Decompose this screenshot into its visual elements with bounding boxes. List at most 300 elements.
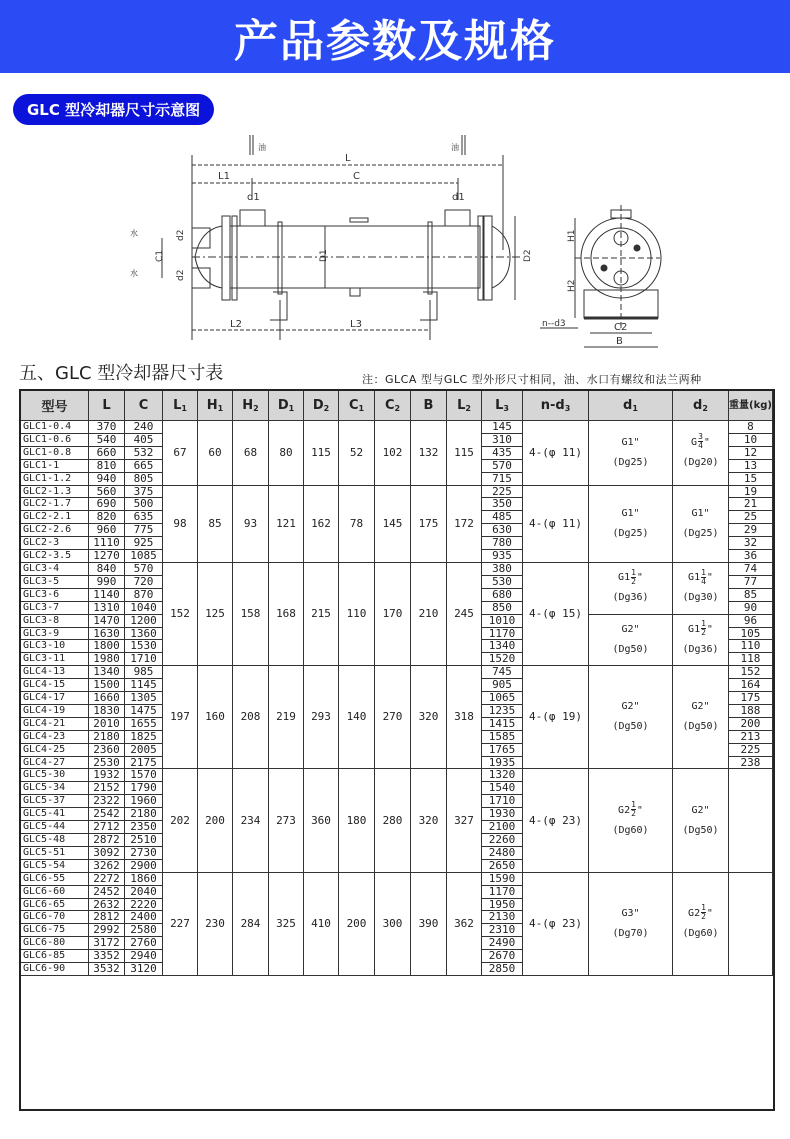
- cell-model: GLC5-37: [21, 795, 89, 808]
- cell-L: 2632: [89, 898, 125, 911]
- cell-L: 1140: [89, 588, 125, 601]
- cell-L3: 1170: [482, 885, 523, 898]
- cell-C: 2900: [125, 859, 163, 872]
- cell-model: GLC2-3: [21, 537, 89, 550]
- cell-H1: 200: [198, 769, 233, 872]
- cell-L: 1630: [89, 627, 125, 640]
- cell-C: 1710: [125, 653, 163, 666]
- cell-weight: 200: [729, 717, 773, 730]
- cell-L: 690: [89, 498, 125, 511]
- thread-size: G2": [691, 701, 710, 713]
- cell-H1: 160: [198, 666, 233, 769]
- cell-C: 1145: [125, 679, 163, 692]
- cell-C: 1475: [125, 704, 163, 717]
- cell-C: 2580: [125, 924, 163, 937]
- cell-weight: 110: [729, 640, 773, 653]
- diagram-section-label: GLC 型冷却器尺寸示意图: [13, 94, 214, 125]
- cell-n-d3: 4-(φ 19): [523, 666, 589, 769]
- cell-C: 405: [125, 433, 163, 446]
- table-title: 五、GLC 型冷却器尺寸表: [19, 363, 224, 384]
- cell-L3: 1585: [482, 730, 523, 743]
- cell-weight: 90: [729, 601, 773, 614]
- cell-d2: [673, 485, 729, 562]
- cell-L1: 152: [163, 562, 198, 665]
- svg-text:B: B: [616, 336, 623, 347]
- cell-L: 840: [89, 562, 125, 575]
- cell-C1: 200: [339, 872, 375, 975]
- cell-model: GLC3-11: [21, 653, 89, 666]
- table-row: [21, 485, 773, 498]
- cell-L1: 98: [163, 485, 198, 562]
- cell-weight: 29: [729, 524, 773, 537]
- cell-D1: 219: [269, 666, 304, 769]
- cell-H2: 68: [233, 421, 269, 486]
- cell-L: 1660: [89, 692, 125, 705]
- cell-C: 500: [125, 498, 163, 511]
- svg-text:d2: d2: [176, 229, 186, 241]
- dg-size: (Dg50): [682, 721, 719, 733]
- cell-L3: 1540: [482, 782, 523, 795]
- cell-model: GLC3-5: [21, 575, 89, 588]
- cell-H1: 60: [198, 421, 233, 486]
- cell-L2: 245: [447, 562, 482, 665]
- cell-L: 3532: [89, 963, 125, 976]
- cell-model: GLC3-7: [21, 601, 89, 614]
- cell-weight: 238: [729, 756, 773, 769]
- cell-L: 3352: [89, 950, 125, 963]
- dg-size: (Dg60): [612, 824, 649, 836]
- cell-L: 1270: [89, 550, 125, 563]
- cell-d2: [673, 421, 729, 486]
- cell-H1: 230: [198, 872, 233, 975]
- cell-C: 1655: [125, 717, 163, 730]
- cell-D2: 215: [304, 562, 339, 665]
- cell-L: 2712: [89, 821, 125, 834]
- svg-text:D1: D1: [319, 249, 329, 262]
- cell-L3: 715: [482, 472, 523, 485]
- cell-weight: 12: [729, 446, 773, 459]
- thread-size: G2": [621, 701, 640, 713]
- thread-size: G1": [621, 507, 640, 519]
- cell-B: 210: [411, 562, 447, 665]
- thread-size: G1": [621, 436, 640, 448]
- thread-size: G2 $\frac{1}{2}$ ": [618, 800, 643, 819]
- cell-C: 635: [125, 511, 163, 524]
- cell-D2: 360: [304, 769, 339, 872]
- cell-C: 775: [125, 524, 163, 537]
- cell-C: 2400: [125, 911, 163, 924]
- dg-size: (Dg20): [682, 456, 719, 468]
- cell-L: 990: [89, 575, 125, 588]
- svg-text:L1: L1: [218, 171, 230, 182]
- cell-C: 2175: [125, 756, 163, 769]
- cell-C1: 78: [339, 485, 375, 562]
- cell-weight: 74: [729, 562, 773, 575]
- cell-L: 2010: [89, 717, 125, 730]
- cell-L: 2180: [89, 730, 125, 743]
- cell-C: 375: [125, 485, 163, 498]
- cell-C1: 180: [339, 769, 375, 872]
- header-L3: $L_3$: [482, 391, 523, 421]
- cell-model: GLC4-19: [21, 704, 89, 717]
- cell-model: GLC4-21: [21, 717, 89, 730]
- cell-B: 320: [411, 769, 447, 872]
- cell-L3: 1710: [482, 795, 523, 808]
- cell-model: GLC3-9: [21, 627, 89, 640]
- svg-text:C2: C2: [614, 322, 628, 333]
- cell-L: 1110: [89, 537, 125, 550]
- cell-C2: 300: [375, 872, 411, 975]
- cell-weight: 19: [729, 485, 773, 498]
- cell-D2: 293: [304, 666, 339, 769]
- cell-L1: 202: [163, 769, 198, 872]
- cell-C: 2350: [125, 821, 163, 834]
- cell-C: 2040: [125, 885, 163, 898]
- cell-L: 960: [89, 524, 125, 537]
- thread-size: G2": [691, 804, 710, 816]
- cell-B: 132: [411, 421, 447, 486]
- cell-C: 570: [125, 562, 163, 575]
- cell-L: 540: [89, 433, 125, 446]
- cell-L: 1830: [89, 704, 125, 717]
- cell-L3: 1590: [482, 872, 523, 885]
- header-weight: 重量(kg): [729, 391, 773, 421]
- cell-L: 560: [89, 485, 125, 498]
- table-row: [21, 872, 773, 885]
- cell-L3: 2480: [482, 846, 523, 859]
- cell-model: GLC5-44: [21, 821, 89, 834]
- cell-model: GLC4-25: [21, 743, 89, 756]
- cell-C: 2220: [125, 898, 163, 911]
- cell-model: GLC6-75: [21, 924, 89, 937]
- cell-L3: 2310: [482, 924, 523, 937]
- cell-model: GLC4-13: [21, 666, 89, 679]
- cell-C: 720: [125, 575, 163, 588]
- cell-H2: 234: [233, 769, 269, 872]
- cell-model: GLC1-0.6: [21, 433, 89, 446]
- dg-size: (Dg60): [682, 927, 719, 939]
- cell-L2: 318: [447, 666, 482, 769]
- dg-size: (Dg25): [682, 527, 719, 539]
- cell-L: 1800: [89, 640, 125, 653]
- header-H1: $H_1$: [198, 391, 233, 421]
- cell-C: 1305: [125, 692, 163, 705]
- cell-weight: 152: [729, 666, 773, 679]
- cell-n-d3: 4-(φ 23): [523, 872, 589, 975]
- cell-weight: 15: [729, 472, 773, 485]
- cell-L3: 2260: [482, 834, 523, 847]
- cell-L: 2872: [89, 834, 125, 847]
- cell-D1: 273: [269, 769, 304, 872]
- svg-text:d1: d1: [452, 192, 465, 203]
- cell-L3: 935: [482, 550, 523, 563]
- cell-weight: 105: [729, 627, 773, 640]
- table-row: [21, 769, 773, 782]
- cell-L: 2272: [89, 872, 125, 885]
- cell-L: 2812: [89, 911, 125, 924]
- header-L1: $L_1$: [163, 391, 198, 421]
- header-C1: $C_1$: [339, 391, 375, 421]
- header-B: B: [411, 391, 447, 421]
- cell-L3: 145: [482, 421, 523, 434]
- cell-model: GLC2-1.3: [21, 485, 89, 498]
- cell-weight: 164: [729, 679, 773, 692]
- cell-C: 1200: [125, 614, 163, 627]
- cell-L: 820: [89, 511, 125, 524]
- cell-C2: 145: [375, 485, 411, 562]
- cell-L: 1980: [89, 653, 125, 666]
- cell-model: GLC4-27: [21, 756, 89, 769]
- cell-model: GLC1-1.2: [21, 472, 89, 485]
- svg-text:油: 油: [451, 143, 459, 152]
- svg-text:D2: D2: [523, 249, 533, 262]
- cell-weight: 225: [729, 743, 773, 756]
- table-note: 注：GLCA 型与GLC 型外形尺寸相同，油、水口有螺纹和法兰两种: [362, 373, 702, 386]
- cell-weight: 10: [729, 433, 773, 446]
- cell-model: GLC6-55: [21, 872, 89, 885]
- cell-L3: 1415: [482, 717, 523, 730]
- header-D2: $D_2$: [304, 391, 339, 421]
- cell-L: 1340: [89, 666, 125, 679]
- cell-D1: 168: [269, 562, 304, 665]
- cell-L3: 780: [482, 537, 523, 550]
- cell-model: GLC5-48: [21, 834, 89, 847]
- cell-L3: 905: [482, 679, 523, 692]
- cell-L3: 850: [482, 601, 523, 614]
- cell-L2: 362: [447, 872, 482, 975]
- cell-L3: 1170: [482, 627, 523, 640]
- cell-L3: 1950: [482, 898, 523, 911]
- cell-C: 985: [125, 666, 163, 679]
- dg-size: (Dg30): [682, 592, 719, 604]
- cell-H2: 284: [233, 872, 269, 975]
- dg-size: (Dg50): [612, 721, 649, 733]
- cell-d1: [589, 769, 673, 872]
- cell-C: 1860: [125, 872, 163, 885]
- header-d1: $d_1$: [589, 391, 673, 421]
- cell-C: 1825: [125, 730, 163, 743]
- cell-model: GLC4-15: [21, 679, 89, 692]
- dg-size: (Dg25): [612, 456, 649, 468]
- cell-L: 810: [89, 459, 125, 472]
- svg-text:d2: d2: [176, 269, 186, 281]
- svg-text:n--d3: n--d3: [542, 319, 566, 329]
- cell-weight: [729, 769, 773, 872]
- cell-C2: 270: [375, 666, 411, 769]
- cell-L: 2992: [89, 924, 125, 937]
- cell-model: GLC1-1: [21, 459, 89, 472]
- cell-L3: 1065: [482, 692, 523, 705]
- cell-L2: 172: [447, 485, 482, 562]
- cell-D2: 115: [304, 421, 339, 486]
- header-D1: $D_1$: [269, 391, 304, 421]
- cell-C: 805: [125, 472, 163, 485]
- cell-L3: 485: [482, 511, 523, 524]
- cell-L3: 310: [482, 433, 523, 446]
- header-C2: $C_2$: [375, 391, 411, 421]
- cell-d1: [589, 872, 673, 975]
- cell-d2: [673, 614, 729, 666]
- cell-L3: 2130: [482, 911, 523, 924]
- svg-text:L3: L3: [350, 319, 362, 330]
- cell-C: 1040: [125, 601, 163, 614]
- cell-C: 3120: [125, 963, 163, 976]
- table-row: [21, 562, 773, 575]
- cell-d1: [589, 562, 673, 614]
- cell-C: 1085: [125, 550, 163, 563]
- cell-C: 870: [125, 588, 163, 601]
- cell-H2: 93: [233, 485, 269, 562]
- cell-L3: 1935: [482, 756, 523, 769]
- header-d2: $d_2$: [673, 391, 729, 421]
- cooler-dimension-diagram: [100, 130, 720, 355]
- cell-model: GLC6-85: [21, 950, 89, 963]
- cell-L3: 1765: [482, 743, 523, 756]
- cell-D1: 325: [269, 872, 304, 975]
- cell-weight: 36: [729, 550, 773, 563]
- cell-model: GLC6-60: [21, 885, 89, 898]
- cell-C: 240: [125, 421, 163, 434]
- cell-n-d3: 4-(φ 15): [523, 562, 589, 665]
- cell-weight: 175: [729, 692, 773, 705]
- cell-weight: 118: [729, 653, 773, 666]
- cell-C: 2940: [125, 950, 163, 963]
- header-n-d3: $n-d_3$: [523, 391, 589, 421]
- cell-L3: 2100: [482, 821, 523, 834]
- page-title: 产品参数及规格: [234, 15, 556, 67]
- cell-L2: 327: [447, 769, 482, 872]
- svg-text:L2: L2: [230, 319, 242, 330]
- cell-L: 2542: [89, 808, 125, 821]
- cell-H1: 125: [198, 562, 233, 665]
- cell-C2: 102: [375, 421, 411, 486]
- cell-model: GLC1-0.8: [21, 446, 89, 459]
- cell-d1: [589, 614, 673, 666]
- cell-L: 3092: [89, 846, 125, 859]
- svg-text:C1: C1: [155, 249, 165, 262]
- cell-L3: 1010: [482, 614, 523, 627]
- thread-size: G1 $\frac{1}{4}$ ": [688, 567, 713, 586]
- cell-L: 3172: [89, 937, 125, 950]
- svg-text:水: 水: [130, 269, 138, 278]
- cell-model: GLC3-4: [21, 562, 89, 575]
- thread-size: G2": [621, 623, 640, 635]
- thread-size: G1 $\frac{1}{2}$ ": [688, 619, 713, 638]
- cell-weight: [729, 872, 773, 975]
- table-row: [21, 421, 773, 434]
- cell-model: GLC5-30: [21, 769, 89, 782]
- cell-n-d3: 4-(φ 11): [523, 421, 589, 486]
- svg-text:H2: H2: [567, 279, 577, 292]
- cell-d1: [589, 485, 673, 562]
- cell-weight: 85: [729, 588, 773, 601]
- cell-L: 2360: [89, 743, 125, 756]
- cell-L: 1932: [89, 769, 125, 782]
- cell-d1: [589, 421, 673, 486]
- cell-d1: [589, 666, 673, 769]
- cell-L: 660: [89, 446, 125, 459]
- cell-n-d3: 4-(φ 23): [523, 769, 589, 872]
- cell-model: GLC5-51: [21, 846, 89, 859]
- cell-L1: 227: [163, 872, 198, 975]
- cell-L3: 630: [482, 524, 523, 537]
- dimension-table: [20, 390, 773, 976]
- cell-L: 940: [89, 472, 125, 485]
- cell-L3: 1320: [482, 769, 523, 782]
- cell-L1: 67: [163, 421, 198, 486]
- cell-model: GLC6-70: [21, 911, 89, 924]
- cell-model: GLC4-17: [21, 692, 89, 705]
- svg-text:C: C: [353, 171, 360, 182]
- cell-weight: 8: [729, 421, 773, 434]
- cell-model: GLC3-8: [21, 614, 89, 627]
- cell-C: 925: [125, 537, 163, 550]
- cell-L3: 745: [482, 666, 523, 679]
- cell-L3: 380: [482, 562, 523, 575]
- cell-L3: 225: [482, 485, 523, 498]
- cell-model: GLC2-1.7: [21, 498, 89, 511]
- cell-L3: 2670: [482, 950, 523, 963]
- cell-model: GLC2-2.6: [21, 524, 89, 537]
- cell-C: 2760: [125, 937, 163, 950]
- cell-C: 2510: [125, 834, 163, 847]
- cell-L3: 2490: [482, 937, 523, 950]
- header-model: 型号: [21, 391, 89, 421]
- cell-C: 2180: [125, 808, 163, 821]
- cell-C: 1360: [125, 627, 163, 640]
- cell-B: 175: [411, 485, 447, 562]
- cell-D2: 410: [304, 872, 339, 975]
- svg-text:d1: d1: [247, 192, 260, 203]
- dg-size: (Dg36): [682, 643, 719, 655]
- cell-L: 2452: [89, 885, 125, 898]
- cell-L3: 1235: [482, 704, 523, 717]
- cell-weight: 213: [729, 730, 773, 743]
- cell-L3: 1930: [482, 808, 523, 821]
- cell-L: 3262: [89, 859, 125, 872]
- cell-L: 370: [89, 421, 125, 434]
- cell-B: 320: [411, 666, 447, 769]
- cell-L3: 2850: [482, 963, 523, 976]
- cell-C: 2005: [125, 743, 163, 756]
- cell-C1: 52: [339, 421, 375, 486]
- cell-C: 532: [125, 446, 163, 459]
- table-row: [21, 666, 773, 679]
- cell-C: 665: [125, 459, 163, 472]
- page-banner: [0, 0, 790, 73]
- cell-L: 2322: [89, 795, 125, 808]
- cell-C: 1960: [125, 795, 163, 808]
- cell-model: GLC6-65: [21, 898, 89, 911]
- cell-L3: 570: [482, 459, 523, 472]
- svg-text:油: 油: [258, 143, 266, 152]
- cell-model: GLC2-2.1: [21, 511, 89, 524]
- dg-size: (Dg36): [612, 592, 649, 604]
- cell-L: 1310: [89, 601, 125, 614]
- cell-H1: 85: [198, 485, 233, 562]
- cell-D1: 121: [269, 485, 304, 562]
- cell-weight: 77: [729, 575, 773, 588]
- cell-L3: 530: [482, 575, 523, 588]
- cell-model: GLC6-80: [21, 937, 89, 950]
- cell-H2: 158: [233, 562, 269, 665]
- cell-weight: 96: [729, 614, 773, 627]
- label-L: L: [345, 153, 351, 164]
- cell-L3: 2650: [482, 859, 523, 872]
- cell-model: GLC5-41: [21, 808, 89, 821]
- dg-size: (Dg50): [612, 643, 649, 655]
- cell-model: GLC3-10: [21, 640, 89, 653]
